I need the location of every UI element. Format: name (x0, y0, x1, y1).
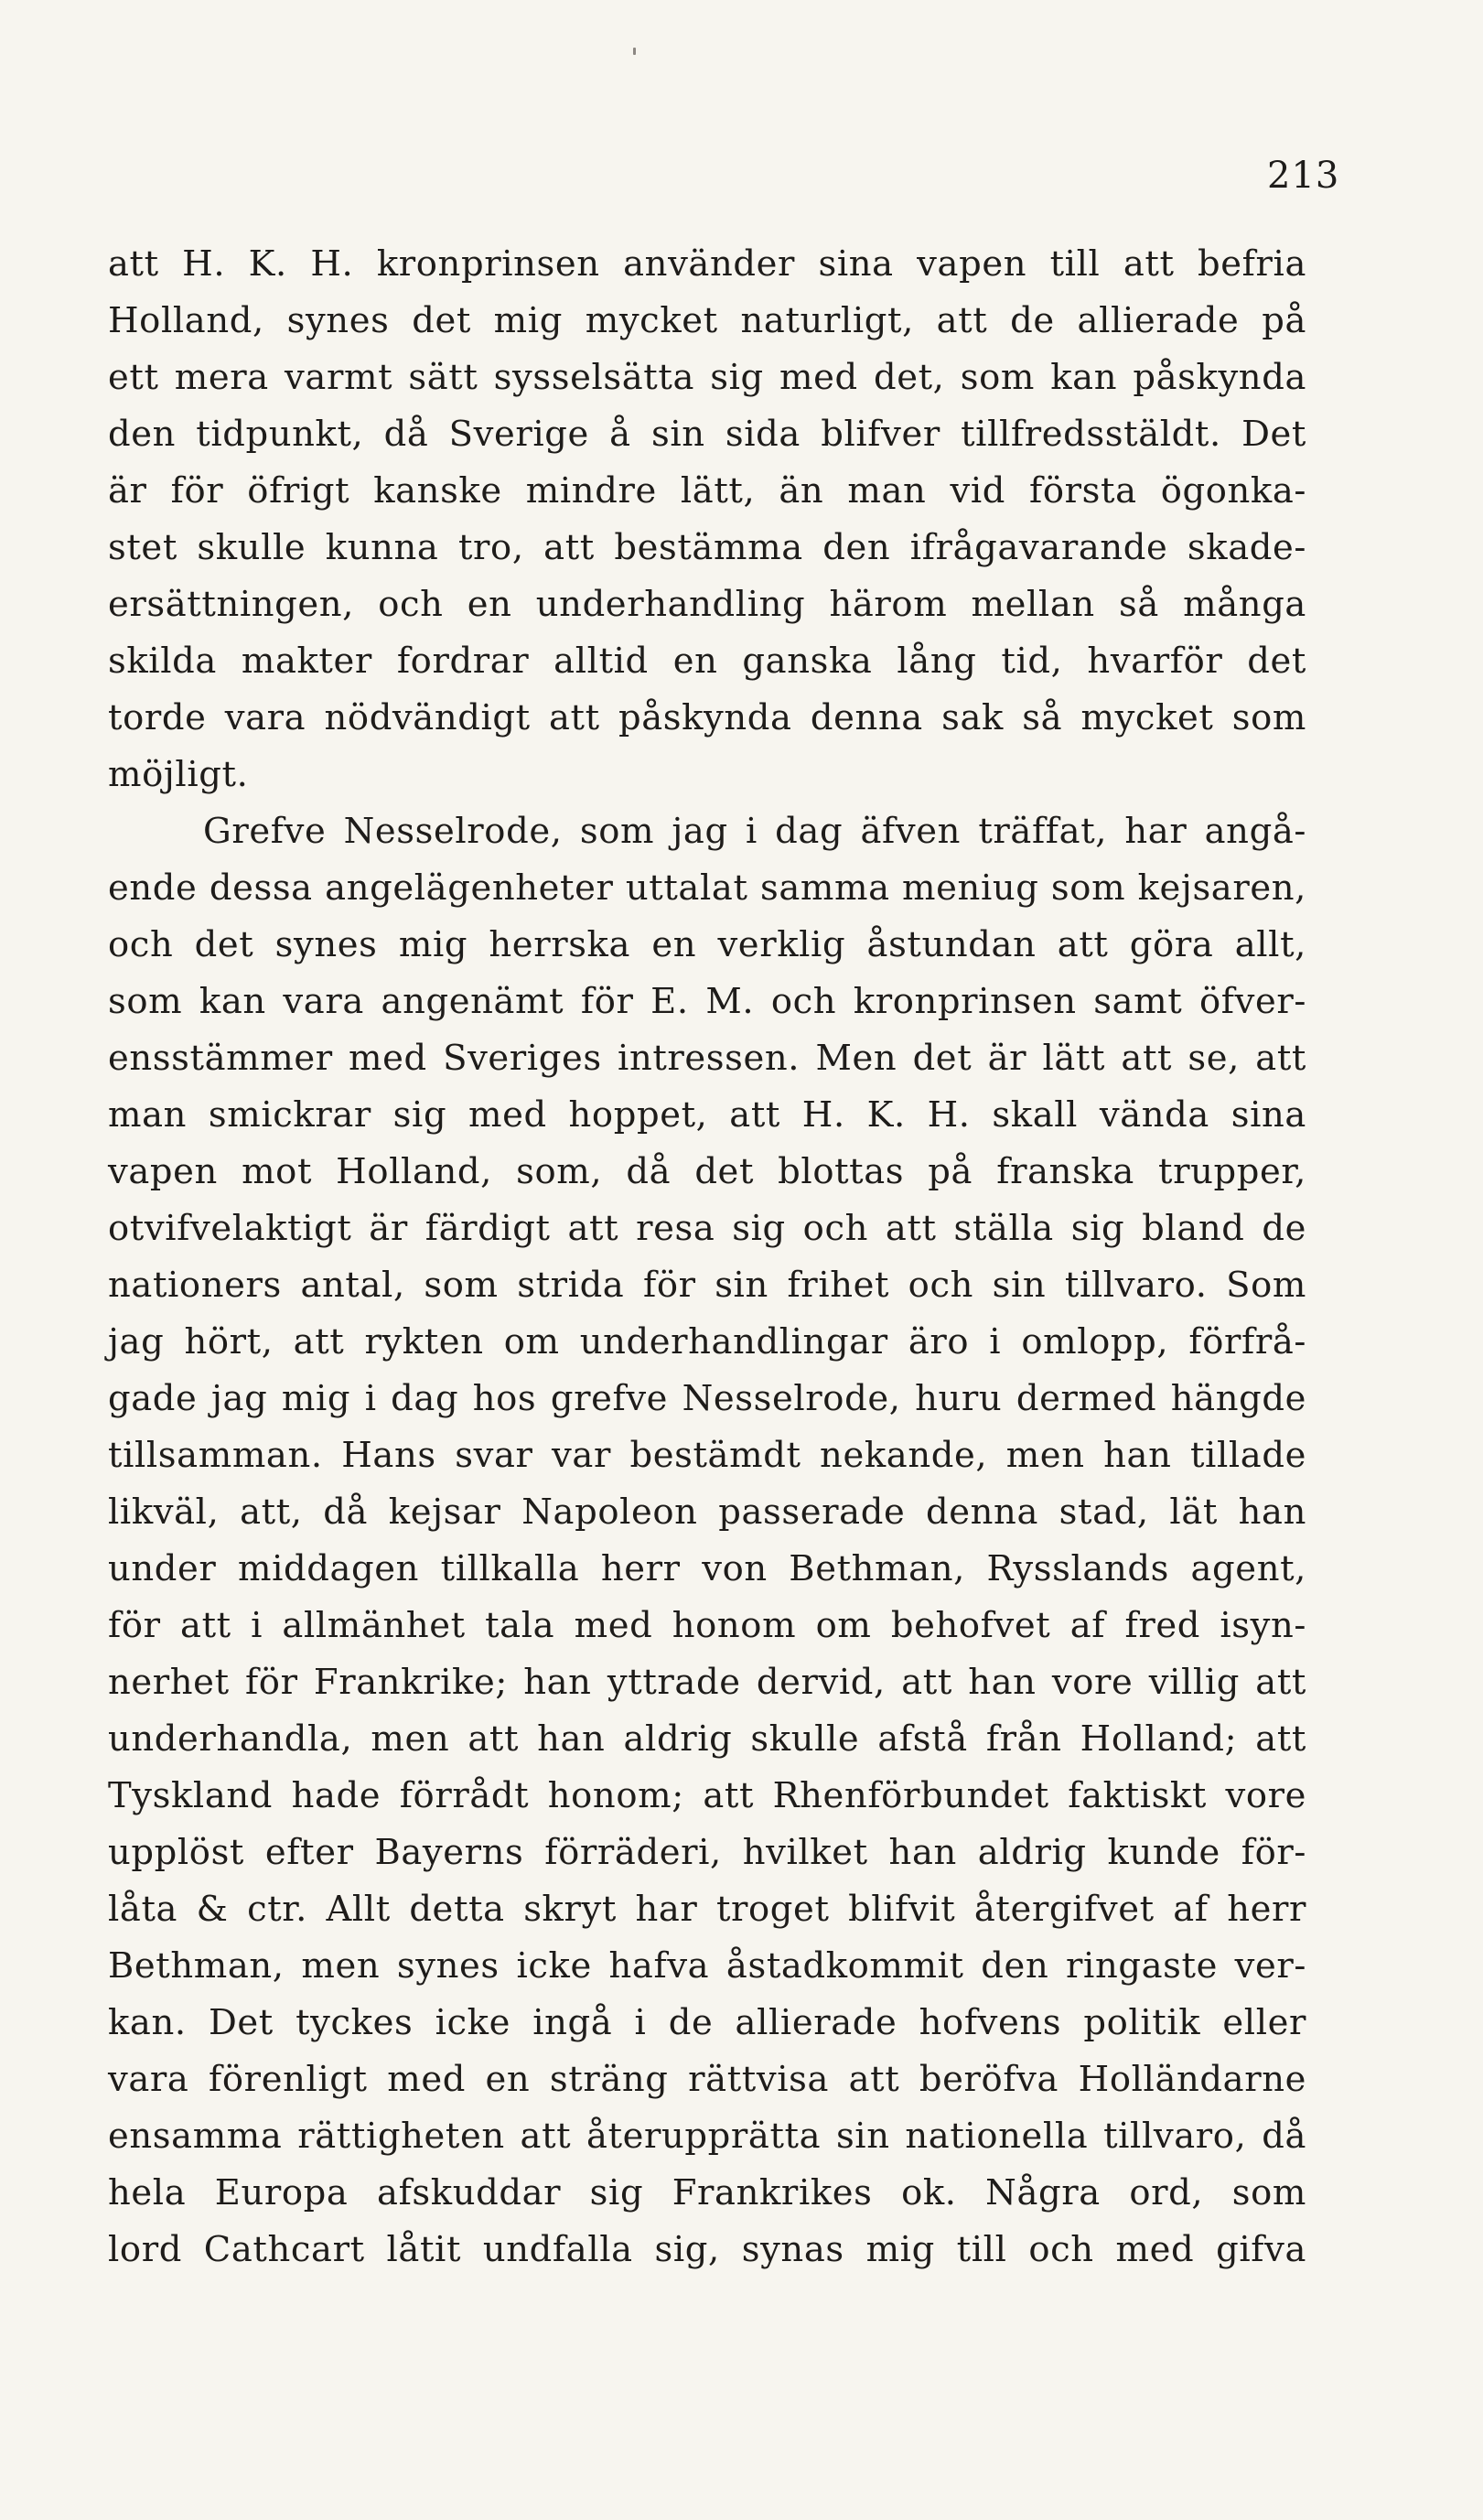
text-line: likväl, att, då kejsar Napoleon passerade denna stad, lät han (108, 1492, 1306, 1533)
text-line: nationers antal, som strida för sin frihet och sin tillvaro. Som (108, 1265, 1306, 1306)
text-line: att H. K. H. kronprinsen använder sina vapen till att befria (108, 243, 1306, 285)
text-line: otvifvelaktigt är färdigt att resa sig och att ställa sig bland de (108, 1208, 1306, 1249)
text-line: vapen mot Holland, som, då det blottas på franska trupper, (108, 1151, 1306, 1192)
text-line: man smickrar sig med hoppet, att H. K. H. skall vända sina (108, 1094, 1306, 1136)
text-line: hela Europa afskuddar sig Frankrikes ok. Några ord, som (108, 2172, 1306, 2213)
text-line: ersättningen, och en underhandling härom mellan så många (108, 584, 1306, 625)
text-line: som kan vara angenämt för E. M. och kronprinsen samt öfver- (108, 981, 1306, 1022)
text-line: Tyskland hade förrådt honom; att Rhenförbundet faktiskt vore (108, 1775, 1306, 1816)
text-line: Bethman, men synes icke hafva åstadkommit den ringaste ver- (108, 1945, 1306, 1987)
text-line: upplöst efter Bayerns förräderi, hvilket han aldrig kunde för- (108, 1832, 1306, 1873)
text-line: möjligt. (108, 754, 249, 795)
text-line: ende dessa angelägenheter uttalat samma meniug som kejsaren, (108, 867, 1306, 909)
text-line: under middagen tillkalla herr von Bethman, Rysslands agent, (108, 1548, 1306, 1589)
text-line: kan. Det tyckes icke ingå i de allierade hofvens politik eller (108, 2002, 1306, 2043)
text-line: tillsamman. Hans svar var bestämdt nekande, men han tillade (108, 1435, 1306, 1476)
text-line: torde vara nödvändigt att påskynda denna sak så mycket som (108, 697, 1306, 738)
text-line: underhandla, men att han aldrig skulle afstå från Holland; att (108, 1718, 1306, 1760)
text-line: för att i allmänhet tala med honom om behofvet af fred isyn- (108, 1605, 1306, 1646)
text-line: Holland, synes det mig mycket naturligt, att de allierade på (108, 300, 1306, 341)
page-number: 213 (1267, 155, 1340, 197)
text-line: nerhet för Frankrike; han yttrade dervid, att han vore villig att (108, 1662, 1306, 1703)
text-line: den tidpunkt, då Sverige å sin sida blifver tillfredsstäldt. Det (108, 414, 1306, 455)
body-text (108, 236, 1306, 2278)
text-line: lord Cathcart låtit undfalla sig, synas mig till och med gifva (108, 2229, 1306, 2270)
text-line: vara förenligt med en sträng rättvisa att beröfva Holländarne (108, 2059, 1306, 2100)
text-line: skilda makter fordrar alltid en ganska lång tid, hvarför det (108, 641, 1306, 682)
text-line: ensamma rättigheten att återupprätta sin nationella tillvaro, då (108, 2116, 1306, 2157)
text-line: gade jag mig i dag hos grefve Nesselrode, huru dermed hängde (108, 1378, 1306, 1419)
print-mark (633, 48, 636, 55)
text-line: är för öfrigt kanske mindre lätt, än man vid första ögonka- (108, 470, 1306, 512)
text-line: låta & ctr. Allt detta skryt har troget blifvit återgifvet af herr (108, 1889, 1306, 1930)
text-line: och det synes mig herrska en verklig åstundan att göra allt, (108, 924, 1306, 965)
text-line: ett mera varmt sätt sysselsätta sig med det, som kan påskynda (108, 357, 1306, 398)
text-line: jag hört, att rykten om underhandlingar äro i omlopp, förfrå- (108, 1321, 1306, 1362)
text-line: ensstämmer med Sveriges intressen. Men det är lätt att se, att (108, 1038, 1306, 1079)
text-line: Grefve Nesselrode, som jag i dag äfven träffat, har angå- (203, 811, 1306, 852)
text-line: stet skulle kunna tro, att bestämma den ifrågavarande skade- (108, 527, 1306, 568)
